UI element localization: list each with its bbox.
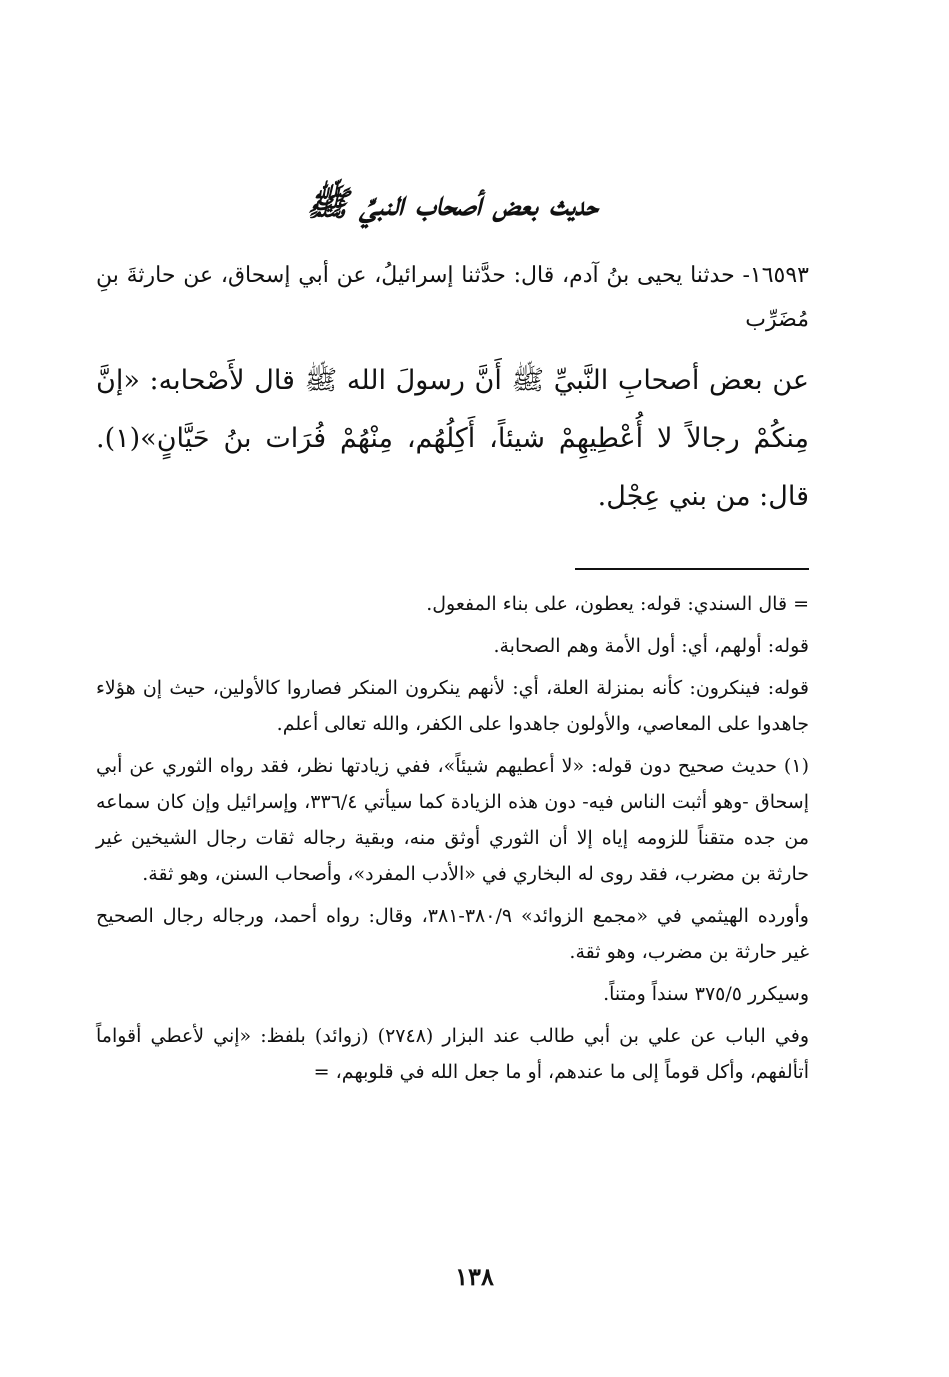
chapter-title: حديث بعض أصحاب النبيِّ ﷺ xyxy=(306,184,599,224)
footnote-paragraph: قوله: أولهم، أي: أول الأمة وهم الصحابة. xyxy=(493,635,809,657)
footnote-separator xyxy=(575,568,809,570)
footnote-paragraph: وسيكرر ٣٧٥/٥ سنداً ومتناً. xyxy=(603,983,809,1005)
footnote-paragraph: قوله: فينكرون: كأنه بمنزلة العلة، أي: لأنهم ينكرون المنكر فصاروا كالأولين، حيث إن هؤلاء جاهدوا على المعاصي، والأولون جاهدوا على الكفر، والله تعالى أعلم. xyxy=(96,677,809,735)
footnote-paragraph: وفي الباب عن علي بن أبي طالب عند البزار (٢٧٤٨) (زوائد) بلفظ: «إني لأعطي أقواماً أتألفهم، وأكل قوماً إلى ما عندهم، أو ما جعل الله في قلوبهم، = xyxy=(96,1025,809,1083)
footnotes xyxy=(96,586,809,1090)
footnote-paragraph: = قال السندي: قوله: يعطون، على بناء المفعول. xyxy=(426,593,809,615)
hadith-matn: عن بعض أصحابِ النَّبيِّ ﷺ أَنَّ رسولَ الله ﷺ قال لأَصْحابه: «إنَّ مِنكُمْ رجالاً لا أُعْطِيهِمْ شيئاً، أَكِلُهُم، مِنْهُمْ فُرَات بنُ حَيَّانٍ»(١). قال: من بني عِجْل. xyxy=(96,365,809,512)
hadith-isnad: ١٦٥٩٣- حدثنا يحيى بنُ آدم، قال: حدَّثنا إسرائيلُ، عن أبي إسحاق، عن حارثةَ بنِ مُضَرِّب xyxy=(96,263,809,332)
page-body xyxy=(96,150,809,1096)
footnote-paragraph: وأورده الهيثمي في «مجمع الزوائد» ٣٨٠/٩-٣٨١، وقال: رواه أحمد، ورجاله رجال الصحيح غير حارثة بن مضرب، وهو ثقة. xyxy=(96,905,809,963)
page-number: ١٣٨ xyxy=(455,1262,494,1291)
footnote-paragraph: (١) حديث صحيح دون قوله: «لا أعطيهم شيئاً»، ففي زيادتها نظر، فقد رواه الثوري عن أبي إسحاق -وهو أثبت الناس فيه- دون هذه الزيادة كما سيأتي ٣٣٦/٤، وإسرائيل وإن كان سماعه من جده متقناً للزومه إياه إلا أن الثوري أوثق منه، وبقية رجاله ثقات رجال الشيخين غير حارثة بن مضرب، فقد روى له البخاري في «الأدب المفرد»، وأصحاب السنن، وهو ثقة. xyxy=(96,755,810,885)
